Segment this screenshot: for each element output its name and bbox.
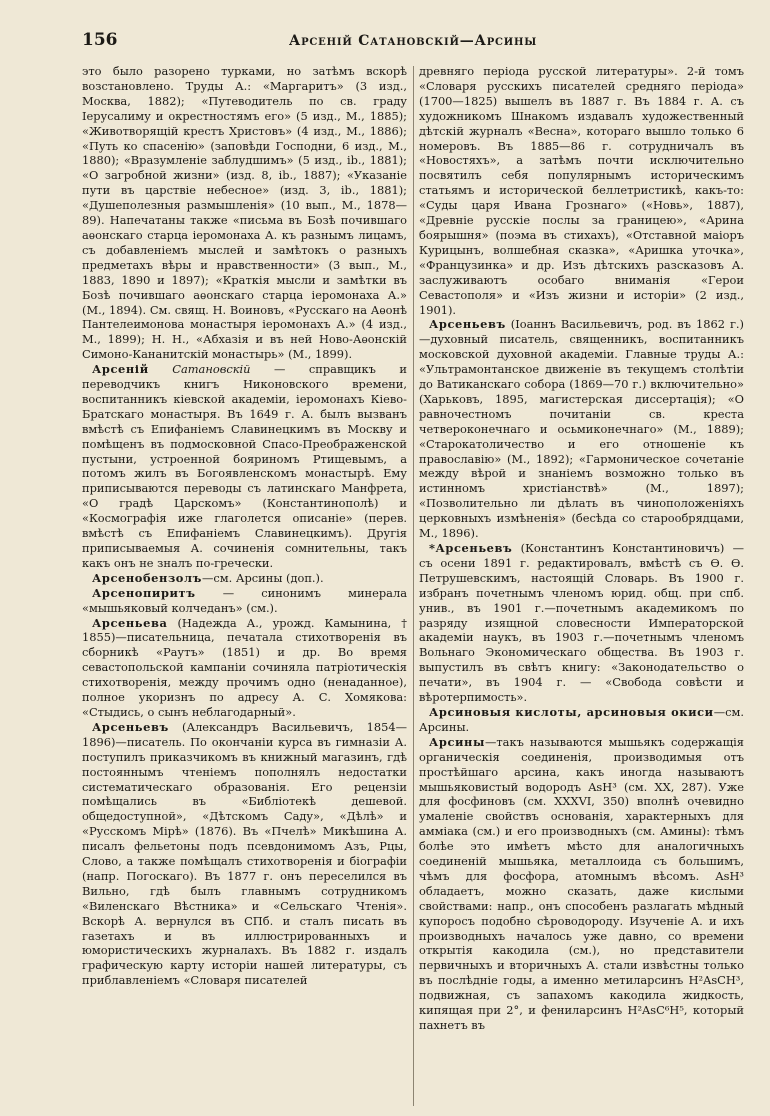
entry: [82, 616, 407, 720]
entry-text: (Константинъ Константиновичъ) — съ осени 1891 г. редактировалъ, вмѣстѣ съ Ѳ. Ѳ. Петрушевскимъ, настоящій Словарь. Въ 1900 г. избранъ почетнымъ членомъ юрид. общ. при спб. унив., въ 1901 г.—почетнымъ академикомъ по разряду изящной словесности Императорской академіи наукъ, въ 1903 г.—почетнымъ членомъ Вольнаго Экономическаго общества. Въ 1903 г. выпустилъ въ свѣтъ книгу: «Законодательство о печати», въ 1904 г. — «Свобода совѣсти и вѣротерпимость».: [419, 541, 744, 705]
entry-text: —см. Арсины.: [419, 704, 744, 734]
entry-headword: Арсины: [429, 734, 485, 749]
page-number: 156: [82, 30, 118, 50]
entry-text: (Іоаннъ Васильевичъ, род. въ 1862 г.)—духовный писатель, священникъ, воспитанникъ московской духовной академіи. Главные труды А.: «Ультрамонтанское движеніе въ текущемъ столѣтіи до Ватиканскаго собора (1869—70 г.) включительно» (Харьковъ, 1895, магистерская диссертація); «О равночестномъ почитаніи св. креста четвероконечнаго и осьмиконечнаго» (М., 1889); «Старокатоличество и его отношеніе къ православію» (М., 1892); «Гармоническое сочетаніе между вѣрой и знаніемъ возможно только въ истинномъ христіанствѣ» (М., 1897); «Позволительно ли дѣлать въ чиноположеніяхъ церковныхъ измѣненія» (бесѣда со старообрядцами, М., 1896).: [419, 317, 744, 541]
running-head: Арсеній Сатановскій—Арсины: [288, 33, 538, 49]
text-columns: [82, 64, 744, 1110]
entry: [82, 571, 407, 586]
entry-headword: Арсеньева: [92, 615, 168, 630]
entry-headword: Арсеньевъ: [92, 719, 169, 734]
entry: [419, 64, 744, 317]
entry: [419, 735, 744, 1033]
entry: [419, 705, 744, 735]
entry-headword: Арсенобензолъ: [92, 570, 202, 585]
page-header: [82, 30, 744, 64]
entry-text: — справщикъ и переводчикъ книгъ Никоновского времени, воспитанникъ кіевской академіи, іеромонахъ Кіево-Братскаго монастыря. Въ 1649 г. А. былъ вызванъ вмѣстѣ съ Епифаніемъ Славинецкимъ въ Москву и помѣщенъ въ подмосковной Спасо-Преображенской пустыни, устроенной бояриномъ Ртищевымъ, а потомъ жилъ въ Богоявленскомъ монастырѣ. Ему приписываются переводы съ латинскаго Манфрета, «О градѣ Царскомъ» (Константинополѣ) и «Космографія иже глаголется описаніе» (перев. вмѣстѣ съ Епифаніемъ Славинецкимъ). Другія приписываемыя А. сочиненія сомнительны, такъ какъ онъ не зналъ по-гречески.: [82, 362, 407, 570]
entry-headword: *Арсеньевъ: [429, 541, 513, 555]
entry: [82, 362, 407, 571]
entry-text: (Александръ Васильевичъ, 1854—1896)—писатель. По окончаніи курса въ гимназіи А. поступилъ приказчикомъ въ книжный магазинъ, гдѣ постояннымъ чтеніемъ пополнялъ недостатки систематическаго образованія. Его рецензіи помѣщались въ «Библіотекѣ дешевой. общедоступной», «Дѣтскомъ Саду», «Дѣлѣ» и «Русскомъ Мірѣ» (1876). Въ «Пчелѣ» Микѣшина А. писалъ фельетоны подъ псевдонимомъ Азъ, Рцы, Слово, а также помѣщалъ стихотворенія и біографіи (напр. Погоскаго). Въ 1877 г. онъ переселился въ Вильно, гдѣ былъ главнымъ сотрудникомъ «Виленскаго Вѣстника» и «Сельскаго Чтенія». Вскорѣ А. вернулся въ СПб. и сталъ писать въ газетахъ и въ иллюстрированныхъ и юмористическихъ журналахъ. Въ 1882 г. издалъ графическую карту исторіи нашей литературы, съ приблавленіемъ «Словаря писателей: [82, 719, 407, 988]
entry: [82, 64, 407, 362]
entry-text: —такъ называются мышьякъ содержащія органическія соединенія, производимыя отъ простѣйшаго арсина, какъ иногда называютъ мышьяковистый водородъ AsH³ (см. XX, 287). Уже для фосфиновъ (см. XXXVI, 350) вполнѣ очевидно умаленіе свойствъ основанія, характерныхъ для аммiака (см.) и его производныхъ (см. Амины): тѣмъ болѣе это имѣетъ мѣсто для аналогичныхъ соединеній мышьяка, металлоида съ большимъ, чѣмъ для фосфора, атомнымъ вѣсомъ. AsH³ обладаетъ, можно сказать, даже кислыми свойствами: напр., онъ способенъ разлагать мѣдный купоросъ подобно сѣроводороду. Изученіе А. и ихъ производныхъ началось уже давно, со времени открытія какодила (см.), но представители первичныхъ и вторичныхъ А. стали извѣстны только въ послѣдніе годы, а именно метиларсинъ H²AsCH³, подвижная, съ запахомъ какодила жидкость, кипящая при 2°, и фениларсинъ H²AsC⁶H⁵, который пахнетъ въ: [419, 734, 744, 1032]
entry-text: — синонимъ минерала «мышьяковый колчеданъ» (см.).: [82, 585, 407, 615]
entry-subhead: Сатановскій: [172, 362, 251, 377]
entry: [419, 317, 744, 541]
entry-text: это было разорено турками, но затѣмъ вскорѣ возстановлено. Труды А.: «Маргаритъ» (3 изд., Москва, 1882); «Путеводитель по св. граду Іерусалиму и окрестностямъ его» (5 изд., М., 1885); «Животворящій крестъ Христовъ» (4 изд., М., 1886); «Путь ко спасенію» (заповѣди Господни, 6 изд., М., 1880); «Вразумленіе заблудшимъ» (5 изд., ib., 1881); «О загробной жизни» (изд. 8, ib., 1887); «Указаніе пути въ царствіе небесное» (изд. 3, ib., 1881); «Душеполезныя размышленія» (10 вып., М., 1878—89). Напечатаны также «письма въ Бозѣ почившаго аѳонскаго старца іеромонаха А. къ разнымъ лицамъ, съ добавленіемъ мыслей и замѣтокъ о разныхъ предметахъ вѣры и нравственности» (3 вып., М., 1883, 1890 и 1897); «Краткія мысли и замѣтки въ Бозѣ почившаго аѳонскаго старца іеромонаха А.» (М., 1894). См. свящ. Н. Воиновъ, «Русскаго на Аѳонѣ Пантелеимонова монастыря іеромонахъ А.» (4 изд., М., 1899); Н. Н., «Абхазія и въ ней Ново-Аѳонскій Симоно-Кананитскій монастырь» (М., 1899).: [82, 64, 407, 362]
entry-headword: Арсенопиритъ: [92, 585, 196, 600]
left-column: [82, 64, 407, 1110]
entry-headword: Арсиновыя кислоты, арсиновыя окиси: [429, 704, 714, 719]
entry: [419, 541, 744, 705]
entry: [82, 586, 407, 616]
entry-text: —см. Арсины (доп.).: [201, 570, 324, 585]
entry-headword: Арсеній: [92, 362, 149, 377]
right-column: [419, 64, 744, 1110]
entry-headword: Арсеньевъ: [429, 317, 506, 332]
entry: [82, 720, 407, 988]
entry-text: древняго періода русской литературы». 2-й томъ «Словаря русскихъ писателей средняго періода» (1700—1825) вышелъ въ 1887 г. Въ 1884 г. А. съ художникомъ Шнакомъ издавалъ художественный дѣтскій журналъ «Весна», котораго вышло только 6 номеровъ. Въ 1885—86 г. сотрудничалъ въ «Новостяхъ», а затѣмъ почти исключительно посвятилъ себя популярнымъ историческимъ статьямъ и исторической беллетристикѣ, какъ-то: «Суды царя Ивана Грознаго» («Новь», 1887), «Древніе русскіе послы за границею», «Арина боярышня» (поэма въ стихахъ), «Отставной маіоръ Курицынъ, волшебная сказка», «Аришка уточка», «Французинка» и др. Изъ дѣтскихъ разсказовъ А. заслуживаютъ особаго вниманія «Герои Севастополя» и «Изъ жизни и исторіи» (2 изд., 1901).: [419, 64, 744, 317]
column-divider: [413, 66, 414, 1106]
entry-text: (Надежда А., урожд. Камынина, † 1855)—писательница, печатала стихотворенія въ сборникѣ «Раутъ» (1851) и др. Во время севастопольской кампаніи сочиняла патріотическія стихотворенія, между прочимъ одно (ненаданное), полное укоризнъ по адресу А. С. Хомякова: «Стыдись, о сынъ неблагодарный».: [82, 615, 407, 719]
